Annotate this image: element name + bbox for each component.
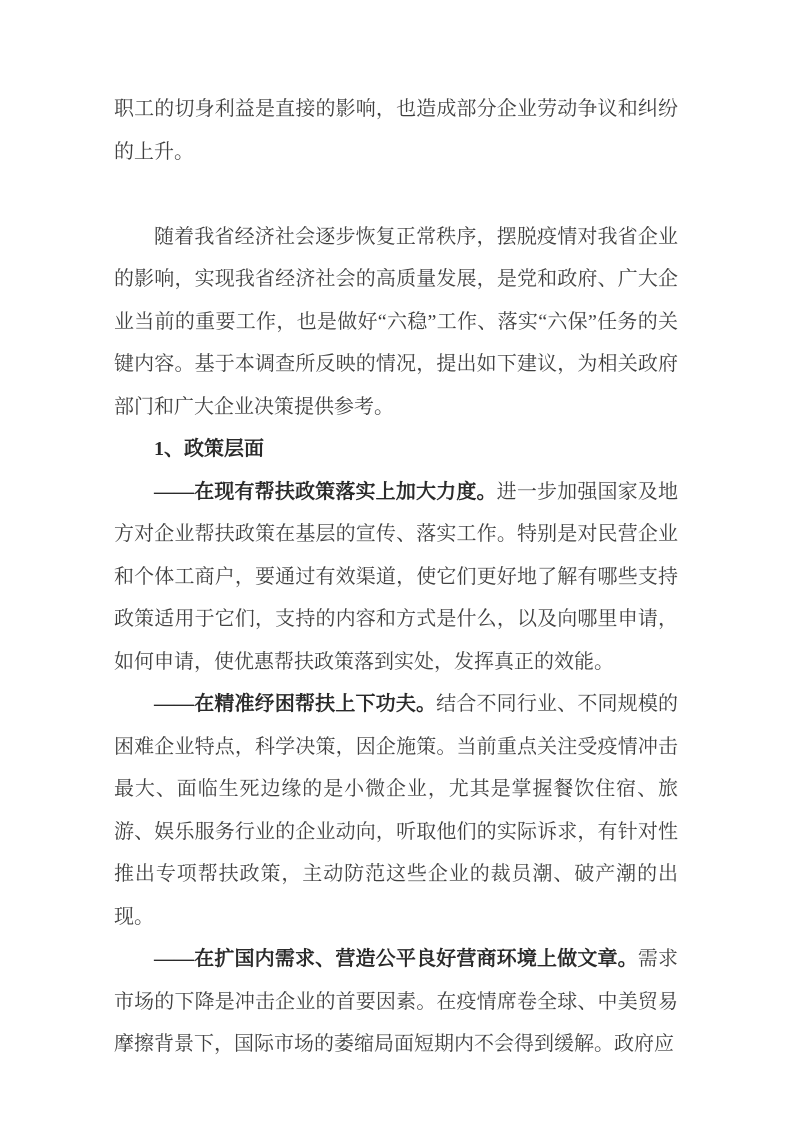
bold-text: ——在扩国内需求、营造公平良好营商环境上做文章。 [154,948,638,970]
paragraph [114,216,678,429]
empty-line [114,173,678,216]
paragraph [114,683,678,938]
document-body [114,88,678,1066]
paragraph [114,471,678,684]
paragraph [114,938,678,1066]
bold-text: ——在精准纾困帮扶上下功夫。 [154,693,437,715]
bold-text: 1、政策层面 [154,438,264,460]
paragraph [114,88,678,173]
body-text: 进一步加强国家及地方对企业帮扶政策在基层的宣传、落实工作。特别是对民营企业和个体工商户，要通过有效渠道，使它们更好地了解有哪些支持政策适用于它们，支持的内容和方式是什么，以及向哪里申请，如何申请，使优惠帮扶政策落到实处，发挥真正的效能。 [114,480,679,673]
bold-text: ——在现有帮扶政策落实上加大力度。 [154,480,497,503]
body-text: 需求市场的下降是冲击企业的首要因素。在疫情席卷全球、中美贸易摩擦背景下，国际市场的萎缩局面短期内不会得到缓解。政府应 [114,948,679,1055]
body-text: 随着我省经济社会逐步恢复正常秩序，摆脱疫情对我省企业的影响，实现我省经济社会的高质量发展，是党和政府、广大企业当前的重要工作，也是做好“六稳”工作、落实“六保”任务的关键内容。基于本调查所反映的情况，提出如下建议，为相关政府部门和广大企业决策提供参考。 [114,225,678,418]
body-text: 结合不同行业、不同规模的困难企业特点，科学决策，因企施策。当前重点关注受疫情冲击最大、面临生死边缘的是小微企业，尤其是掌握餐饮住宿、旅游、娱乐服务行业的企业动向，听取他们的实际诉求，有针对性推出专项帮扶政策，主动防范这些企业的裁员潮、破产潮的出现。 [114,693,679,928]
section-heading [114,428,678,471]
body-text: 职工的切身利益是直接的影响，也造成部分企业劳动争议和纠纷的上升。 [114,98,678,163]
